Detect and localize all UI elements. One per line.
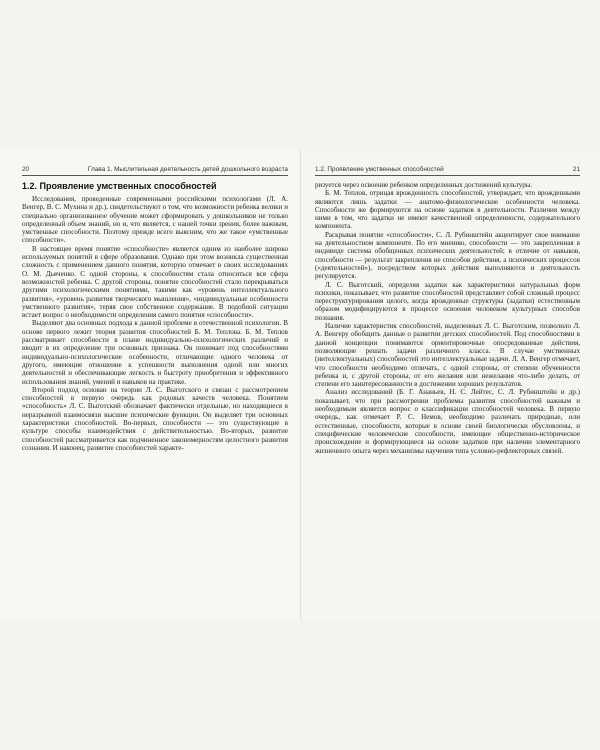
paragraph: Б. М. Теплов, отрицая врожденность способностей, утверждает, что врожденными являются лишь задатки — анатомо-физиологические особенности человека. Способности же формируются на основе задатков в деятельности. Различия между ними в том, что задатки не имеют качественной определенности, содержательного компонента. — [315, 189, 580, 231]
paragraph: ризуется через освоение ребенком определенных достижений культуры. — [315, 181, 533, 189]
running-header — [315, 164, 580, 175]
header-rule — [315, 175, 580, 176]
page-number: 20 — [22, 166, 30, 173]
right-page — [300, 150, 600, 620]
running-title: 1.2. Проявление умственных способностей — [315, 166, 444, 173]
paragraph: Раскрывая понятие «способности», С. Л. Рубинштейн акцентирует свое внимание на деятельностном компоненте. По его мнению, способности — это закрепленная в индивиде система обобщенных психических деятельностей; в отличие от навыков, способности — результат закрепления не способов действия, а психических процессов («деятельностей»), посредством которых действия выполняются и деятельность регулируется. — [315, 230, 580, 281]
body-text — [22, 195, 288, 452]
paragraph: В настоящее время понятие «способности» является одним из наиболее широко используемых понятий в сфере образования. Однако при этом возникла существенная сложность с применением данного понятия, которую отмечает в своих исследованиях О. М. Дьяченко. С одной стороны, к способностям стала относиться вся сфера возможностей ребенка. С другой стороны, понятие способностей стало перекрываться другими психологическими понятиями, такими как «уровень интеллектуального развития», «уровень развития творческого мышления», «индивидуальные особенности умственного развития», теряя свое собственное содержание. В подобной ситуации встает вопрос о необходимости определения самого понятия «способности». — [22, 244, 288, 320]
left-page — [0, 150, 300, 620]
paragraph: Выделяют два основных подхода к данной проблеме в отечественной психологии. В основе первого лежит теория развития способностей Б. М. Теплова. Б. М. Теплов рассматривает способности в плане индивидуально-психологических различий и вводит в их определение три основных признака. Он понимает под способностями индивидуально-психологические особенности, отличающие одного человека от другого, имеющие отношение к успешности выполнения одной или многих деятельностей и обеспечивающие легкость и быстроту приобретения и эффективного использования знаний, умений и навыков на практике. — [22, 319, 288, 386]
body-text — [315, 181, 580, 455]
book-spread — [0, 150, 600, 620]
header-rule — [22, 175, 288, 176]
page-number: 21 — [572, 166, 580, 173]
paragraph: Л. С. Выготский, определяя задатки как характеристики натуральных форм психики, показывает, что развитие способностей представляет собой сложный процесс переструктурирования целого, когда врожденные структуры (задатки) естественным образом модифицируются в процессе освоения человеком культурных способов познания. — [315, 280, 580, 322]
paragraph: Наличие характеристик способностей, выделенных Л. С. Выготским, позволило Л. А. Венгеру обобщить данные о развитии детских способностей. Под способностями в данной концепции понимаются ориентировочные опосредованные действия, позволяющие решать задачи различного класса. В случае умственных (интеллектуальных) способностей это интеллектуальные задачи. Л. А. Венгер отмечает, что способности необходимо отличать, с одной стороны, от степени обученности ребенка и, с другой стороны, от его желания или нежелания что-либо делать, от степени его заинтересованности в достижении хороших результатов. — [315, 322, 580, 389]
paragraph: Анализ исследований (Б. Г. Ананьев, Н. С. Лейтес, С. Л. Рубинштейн и др.) показывает, что при рассмотрении проблемы развития способностей важным и необходимым является вопрос о классификации способностей человека. В первую очередь, как отмечает Р. С. Немов, необходимо различать природные, или естественные, способности, которые в основе своей биологически обусловлены, и специфические человеческие способности, имеющие общественно-историческое происхождение и формирующиеся на основе задатков при наличии элементарного жизненного опыта через механизмы научения типа условно-рефлекторных связей. — [315, 388, 580, 455]
running-header — [22, 164, 288, 175]
paragraph: Исследования, проведенные современными российскими психологами (Л. А. Венгер, В. С. Мухина и др.), свидетельствуют о том, что возможности ребенка велики и специально организованное обучение может сформировать у дошкольников не только определенный объем знаний, но и, что является, с нашей точки зрения, более важным, умственные способности. Поэтому прежде всего выясним, что же такое «умственные способности». — [22, 195, 288, 245]
running-title: Глава 1. Мыслительная деятельность детей дошкольного возраста — [87, 166, 288, 173]
section-title: 1.2. Проявление умственных способностей — [22, 181, 217, 191]
paragraph: Второй подход основан на теории Л. С. Выготского и связан с рассмотрением способностей в первую очередь как родовых качеств человека. Понятием «способность» Л. С. Выготский обозначает фактически отдельные, но находящиеся в неразрывной взаимосвязи высшие психические функции. Он выделяет три основных характеристики способностей. Во-первых, способности — это существующие в культуре способы взаимодействия с действительностью. Во-вторых, развитие способностей рассматривается как подчиненное закономерностям целостного развития сознания. И наконец, развитие способностей характе- — [22, 385, 288, 452]
